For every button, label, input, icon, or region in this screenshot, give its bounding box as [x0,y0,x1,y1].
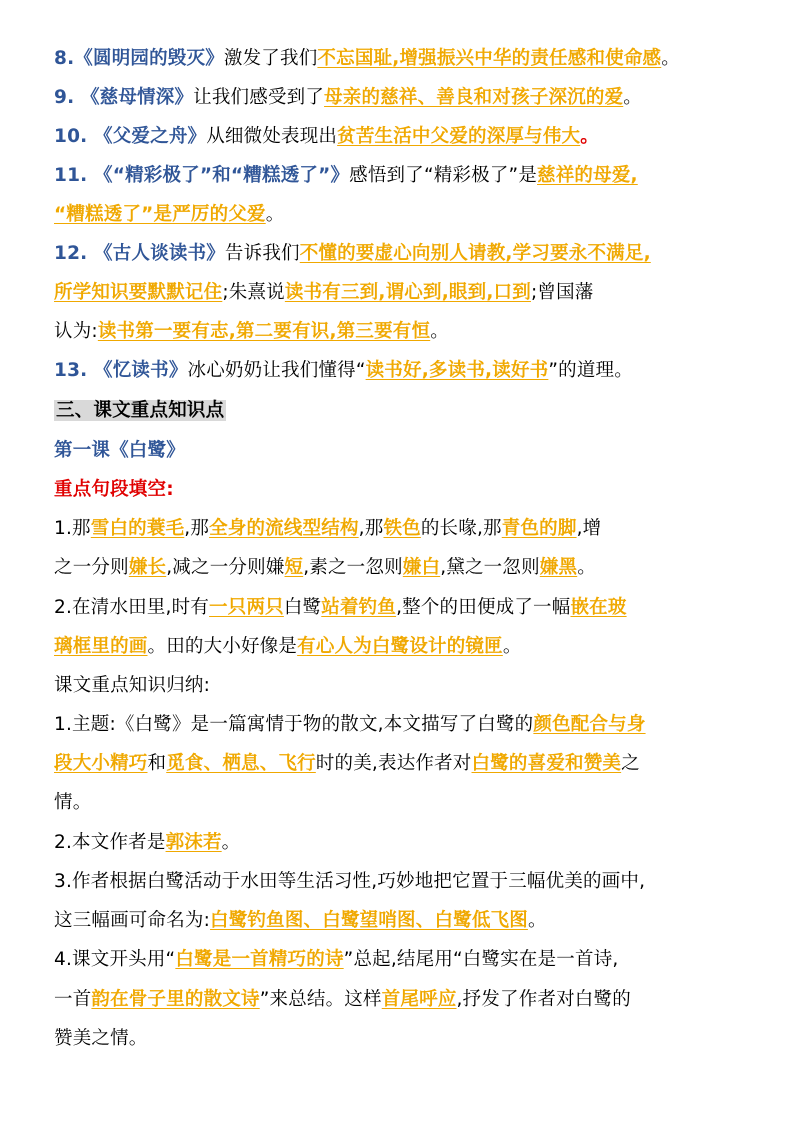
answer-text: 所学知识要默默记住 [54,282,223,303]
text-line [54,477,744,503]
text-line [54,398,744,424]
section-heading: 三、课文重点知识点 [56,400,225,421]
body-text: ”的道理。 [548,360,633,381]
body-text: ,素之一忽则 [303,557,403,578]
answer-text: 读书第一要有志,第二要有识,第三要有恒 [97,321,431,342]
answer-text: 嫌黑 [539,557,578,578]
answer-text: 站着钓鱼 [321,597,397,618]
answer-text: 慈祥的母爱, [537,165,638,186]
body-text: ”总起,结尾用“白鹭实在是一首诗, [343,949,619,970]
body-text: ;朱熹说 [222,282,285,303]
body-text: 。 [221,832,241,853]
body-text: 冰心奶奶让我们懂得“ [187,360,366,381]
body-text: 赞美之情。 [54,1028,148,1049]
answer-text: 有心人为白鹭设计的镜匣 [297,636,503,657]
body-text: 感悟到了“精彩极了”是 [349,165,538,186]
highlight-label: 。 [580,126,599,147]
highlight-label: 重点句段填空: [54,479,174,500]
body-text: 。 [502,636,522,657]
text-line [54,555,744,581]
text-line [54,319,744,345]
body-text: 2.在清水田里,时有 [54,597,210,618]
title-text: 13. 《忆读书》 [54,360,188,381]
answer-text: 颜色配合与身 [533,714,646,735]
text-line [54,830,744,856]
body-text: ,整个的田便成了一幅 [396,597,571,618]
title-text: 11. 《“精彩极了”和“糟糕透了”》 [54,165,350,186]
text-line [54,634,744,660]
answer-text: 郭沫若 [165,832,222,853]
text-line [54,46,744,72]
body-text: ,抒发了作者对白鹭的 [456,989,631,1010]
text-line [54,280,744,306]
text-line [54,241,744,267]
answer-text: 读书有三到,谓心到,眼到,口到 [284,282,531,303]
answer-text: 白鹭是一首精巧的诗 [175,949,344,970]
body-text: 。 [527,910,547,931]
body-text: 和 [147,753,167,774]
text-line [54,85,744,111]
answer-text: 不忘国耻,增强振兴中华的责任感和使命感 [317,48,662,69]
answer-text: 嫌长 [128,557,167,578]
title-text: 8.《圆明园的毁灭》 [54,48,224,69]
text-line [54,712,744,738]
text-line [54,908,744,934]
body-text: ”来总结。这样 [259,989,382,1010]
answer-text: 读书好,多读书,读好书 [365,360,549,381]
answer-text: 白鹭钓鱼图、白鹭望哨图、白鹭低飞图 [210,910,528,931]
text-line [54,516,744,542]
body-text: 课文重点知识归纳: [54,675,211,696]
text-line [54,987,744,1013]
answer-text: 短 [284,557,304,578]
body-text: ,那 [184,518,210,539]
body-text: 的长喙,那 [420,518,502,539]
body-text: 1.主题:《白鹭》是一篇寓情于物的散文,本文描写了白鹭的 [54,714,534,735]
answer-text: 首尾呼应 [381,989,457,1010]
text-line [54,595,744,621]
body-text: 。田的大小好像是 [147,636,298,657]
body-text: 之 [621,753,640,774]
title-text: 10. 《父爱之舟》 [54,126,207,147]
answer-text: 铁色 [383,518,421,539]
title-text: 第一课《白鹭》 [54,440,185,461]
body-text: 让我们感受到了 [193,87,325,108]
answer-text: 全身的流线型结构 [209,518,359,539]
answer-text: 白鹭的喜爱和赞美 [471,753,622,774]
answer-text: 段大小精巧 [54,753,148,774]
answer-text: 雪白的蓑毛 [90,518,185,539]
answer-text: 一只两只 [209,597,284,618]
answer-text: 觅食、栖息、飞行 [166,753,316,774]
body-text: 时的美,表达作者对 [315,753,472,774]
body-text: 这三幅画可命名为: [54,910,211,931]
answer-text: 贫苦生活中父爱的深厚与伟大 [337,126,581,147]
answer-text: 璃框里的画 [54,636,148,657]
body-text: 。 [265,204,285,225]
text-line [54,163,744,189]
body-text: 。 [577,557,596,578]
body-text: 激发了我们 [223,48,318,69]
answer-text: 不懂的要虚心向别人请教,学习要永不满足, [299,243,651,264]
text-line [54,438,744,464]
answer-text: 韵在骨子里的散文诗 [91,989,260,1010]
body-text: 2.本文作者是 [54,832,166,853]
text-line [54,751,744,777]
body-text: ;曾国藩 [530,282,594,303]
text-line [54,790,744,816]
text-line [54,202,744,228]
text-line [54,124,744,150]
text-line [54,947,744,973]
answer-text: 嫌白 [402,557,441,578]
text-line [54,1026,744,1052]
body-text: 4.课文开头用“ [54,949,176,970]
body-text: 认为: [54,321,98,342]
body-text: ,黛之一忽则 [440,557,540,578]
body-text: 3.作者根据白鹭活动于水田等生活习性,巧妙地把它置于三幅优美的画中, [54,871,646,892]
text-line [54,673,744,699]
body-text: 。 [623,87,642,108]
body-text: 从细微处表现出 [206,126,338,147]
body-text: ,增 [576,518,602,539]
body-text: 1.那 [54,518,91,539]
answer-text: 青色的脚 [501,518,577,539]
answer-text: “糟糕透了”是严厉的父爱 [54,204,266,225]
body-text: 之一分则 [54,557,129,578]
body-text: 白鹭 [283,597,322,618]
answer-text: 嵌在玻 [570,597,627,618]
answer-text: 母亲的慈祥、善良和对孩子深沉的爱 [324,87,624,108]
body-text: 。 [661,48,680,69]
body-text: ,减之一分则嫌 [166,557,285,578]
text-line [54,358,744,384]
body-text: 情。 [54,792,92,813]
body-text: 告诉我们 [224,243,300,264]
text-line [54,869,744,895]
title-text: 12. 《古人谈读书》 [54,243,225,264]
body-text: 。 [430,321,449,342]
body-text: 一首 [54,989,92,1010]
title-text: 9. 《慈母情深》 [54,87,194,108]
body-text: ,那 [358,518,384,539]
